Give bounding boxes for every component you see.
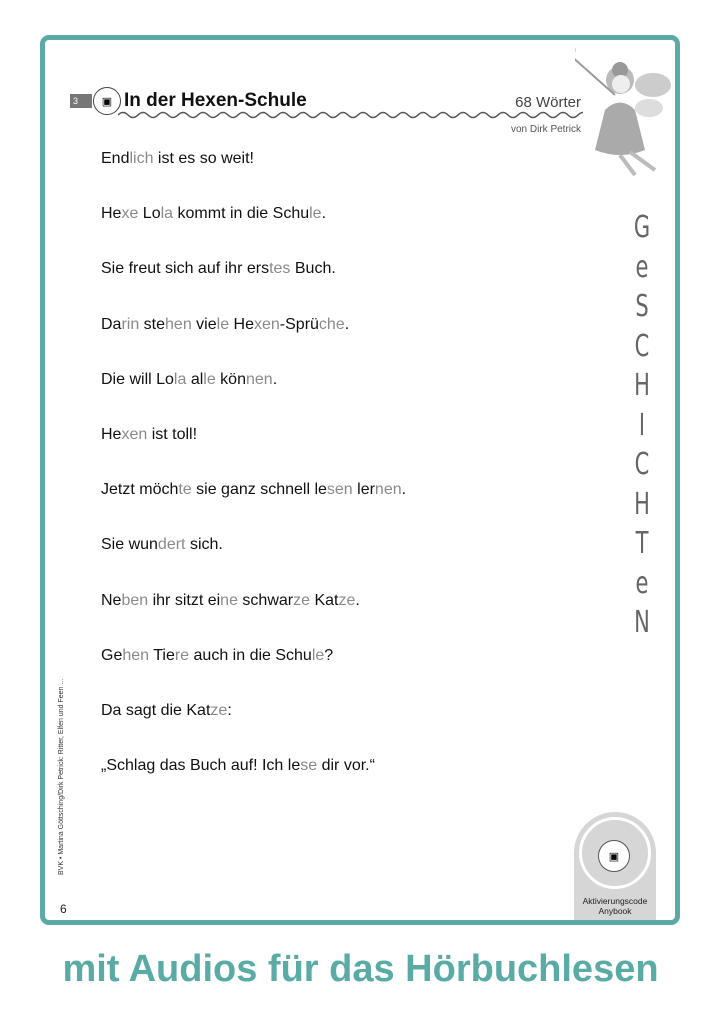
audio-code-icon[interactable]: ▣ (93, 87, 121, 115)
syllable-black: sich. (185, 536, 223, 554)
syllable-black: . (344, 315, 350, 333)
syllable-black: . (272, 370, 278, 388)
page-number: 6 (60, 902, 67, 916)
syllable-black: ist es so weit! (153, 150, 254, 167)
syllable-gray: dert (157, 536, 186, 554)
syllable-black: Lo (138, 205, 161, 223)
syllable-black: . (355, 591, 360, 609)
story-line (101, 148, 406, 203)
syllable-black: schwar (237, 591, 294, 609)
syllable-black: auch in die Schu (189, 646, 312, 664)
category-label (627, 208, 657, 643)
syllable-black: : (227, 701, 232, 719)
story-line (101, 590, 406, 645)
story-line (101, 314, 406, 369)
category-letter: G (633, 210, 651, 245)
story-line (101, 424, 406, 479)
syllable-gray: sen (326, 481, 353, 499)
story-number: 3 (70, 94, 92, 108)
syllable-black: . (401, 481, 407, 499)
syllable-gray: xe (121, 205, 139, 223)
syllable-black: ler (352, 481, 375, 499)
badge-line2: Anybook (598, 906, 632, 916)
syllable-gray: se (300, 757, 318, 775)
syllable-gray: xen (254, 315, 280, 333)
syllable-black: kommt in die Schu (173, 205, 310, 223)
story-line (101, 369, 406, 424)
category-letter: e (635, 565, 649, 601)
syllable-gray: tes (269, 260, 291, 278)
category-letter: I (638, 407, 646, 443)
syllable-black: ? (324, 646, 334, 664)
category-letter: T (635, 526, 649, 561)
story-text (101, 148, 406, 810)
syllable-black: Sie wun (101, 536, 158, 554)
slogan: mit Audios für das Hörbuchlesen (62, 948, 659, 990)
wavy-divider (118, 110, 583, 120)
syllable-black: vie (191, 315, 217, 333)
sidebar-credit: BVK • Martina Göttsching/Dirk Petrick: Ritter, Elfen und Feen ... (58, 678, 65, 875)
syllable-black: Tie (149, 646, 175, 664)
category-letter: H (634, 486, 650, 522)
syllable-gray: le (309, 205, 322, 223)
syllable-black: -Sprü (279, 315, 319, 333)
syllable-black: He (229, 315, 254, 333)
category-letter: H (634, 368, 650, 403)
badge-line1: Aktivierungscode (582, 896, 648, 906)
syllable-black: Da sagt die Kat (101, 701, 211, 719)
author: von Dirk Petrick (510, 124, 581, 135)
story-line (101, 534, 406, 589)
story-line (101, 203, 406, 258)
syllable-black: dir vor.“ (317, 757, 375, 775)
syllable-black: He (101, 425, 122, 443)
activation-code-icon: ▣ (598, 840, 630, 872)
syllable-black: . (321, 205, 327, 223)
category-letter: e (635, 249, 649, 285)
syllable-gray: la (160, 205, 174, 223)
syllable-gray: ben (121, 591, 149, 609)
syllable-black: Buch. (290, 260, 336, 278)
syllable-gray: che (318, 315, 345, 333)
syllable-black: ste (139, 315, 166, 333)
syllable-black: ihr sitzt ei (148, 591, 221, 609)
story-line (101, 700, 406, 755)
syllable-black: Ne (101, 591, 122, 609)
syllable-gray: te (178, 481, 192, 499)
category-letter: S (635, 289, 649, 324)
syllable-black: Sie freut sich auf ihr ers (101, 260, 270, 278)
story-title: In der Hexen-Schule (124, 90, 307, 111)
syllable-black: ist toll! (147, 425, 198, 443)
story-line (101, 755, 406, 810)
syllable-gray: le (311, 646, 325, 664)
syllable-gray: le (216, 315, 230, 333)
syllable-gray: le (203, 370, 216, 388)
fairy-illustration (575, 40, 675, 180)
syllable-black: Kat (310, 591, 339, 609)
category-letter: C (634, 447, 650, 482)
syllable-gray: hen (122, 646, 150, 664)
syllable-gray: ne (220, 591, 238, 609)
syllable-gray: re (174, 646, 190, 664)
syllable-black: al (186, 370, 204, 388)
syllable-gray: ze (338, 591, 356, 609)
syllable-gray: rin (121, 315, 140, 333)
syllable-black: Jetzt möch (101, 481, 179, 499)
syllable-gray: lich (129, 150, 154, 167)
syllable-gray: hen (165, 315, 192, 333)
syllable-gray: nen (374, 481, 402, 499)
syllable-gray: nen (245, 370, 273, 388)
story-line (101, 258, 406, 313)
syllable-black: Ge (101, 646, 123, 664)
story-line (101, 479, 406, 534)
syllable-black: kön (215, 370, 246, 388)
syllable-black: End (101, 150, 130, 167)
syllable-gray: ze (210, 701, 228, 719)
syllable-black: „Schlag das Buch auf! Ich le (101, 757, 301, 775)
word-count: 68 Wörter (515, 94, 581, 111)
syllable-gray: xen (121, 425, 148, 443)
category-letter: N (634, 605, 650, 640)
syllable-black: Da (101, 315, 122, 333)
category-letter: C (634, 328, 650, 364)
syllable-gray: la (173, 370, 187, 388)
syllable-black: He (101, 205, 122, 223)
anybook-badge[interactable] (574, 812, 656, 920)
syllable-black: Die will Lo (101, 370, 174, 388)
syllable-black: sie ganz schnell le (191, 481, 327, 499)
syllable-gray: ze (293, 591, 310, 609)
story-line (101, 645, 406, 700)
